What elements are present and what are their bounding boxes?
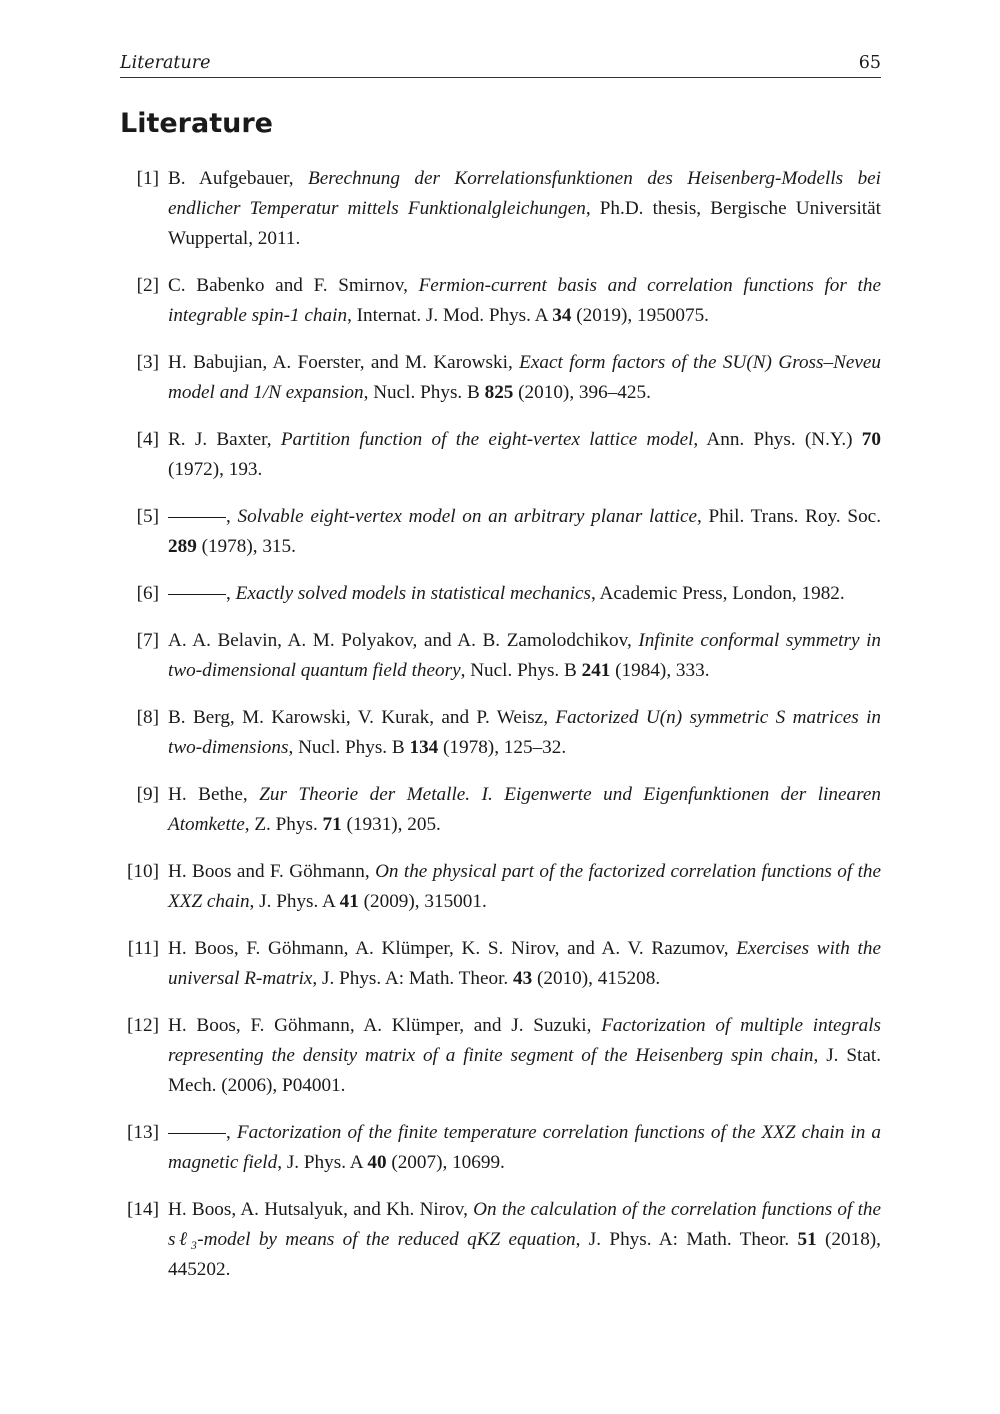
header-rule [120,77,881,78]
reference-number: [7] [136,630,159,651]
reference-separator: , [507,352,520,373]
reference-volume: 134 [409,737,439,758]
reference-title: On the physical part of the factorized correlation functions of the XXZ chain [168,861,882,912]
reference-authors: R. J. Baxter [168,429,267,450]
reference-list [120,164,881,1302]
reference-entry [120,703,881,763]
reference-number: [9] [136,784,159,805]
reference-year-pages: (2019), 1950075. [571,305,709,326]
reference-separator: , [288,168,308,189]
reference-number: [2] [136,275,159,296]
reference-entry [120,780,881,840]
reference-gap [159,425,168,485]
reference-authors: H. Boos and F. Göhmann [168,861,365,882]
reference-year-pages: (1978), 125–32. [438,737,567,758]
reference-volume: 289 [168,536,197,557]
reference-text [168,703,881,763]
reference-year-pages: (1978), 315. [196,536,296,557]
reference-venue: , J. Phys. A [277,1152,368,1173]
reference-title: Solvable eight-vertex model on an arbitrary planar lattice [237,506,698,527]
reference-volume: 241 [581,660,611,681]
reference-gap [159,348,168,408]
reference-text [168,271,881,331]
reference-authors: B. Berg, M. Karowski, V. Kurak, and P. Weisz [168,707,544,728]
reference-venue: , J. Stat. Mech. (2006), P04001. [168,1045,881,1096]
reference-title: On the calculation of the correlation functions of the sℓ₃-model by means of the reduced qKZ equation [168,1199,882,1250]
reference-gap [159,1118,168,1178]
reference-volume: 34 [552,305,572,326]
reference-volume: 51 [797,1229,817,1250]
reference-venue: , Phil. Trans. Roy. Soc. [697,506,881,527]
reference-title: Partition function of the eight-vertex lattice model [280,429,694,450]
reference-year-pages: (2009), 315001. [358,891,487,912]
reference-separator: , [403,275,419,296]
reference-venue: , Ann. Phys. (N.Y.) [693,429,862,450]
reference-year-pages: (2010), 396–425. [513,382,651,403]
reference-volume: 41 [339,891,359,912]
reference-separator: , [226,1122,237,1143]
reference-gap [159,1195,168,1285]
reference-number: [12] [127,1015,159,1036]
reference-text [168,502,881,562]
reference-text [168,579,881,609]
reference-separator: , [226,506,238,527]
reference-text [168,425,881,485]
reference-separator: , [226,583,236,604]
reference-venue: , Internat. J. Mod. Phys. A [347,305,553,326]
reference-entry [120,1011,881,1101]
reference-volume: 825 [484,382,514,403]
reference-authors: C. Babenko and F. Smirnov [168,275,404,296]
reference-number: [6] [136,583,159,604]
reference-number: [1] [136,168,159,189]
reference-number: [10] [127,861,159,882]
reference-year-pages: (2010), 415208. [532,968,661,989]
reference-volume: 71 [322,814,342,835]
reference-year-pages: (2007), 10699. [386,1152,505,1173]
reference-venue: , Academic Press, London, 1982. [591,583,845,604]
reference-entry [120,1118,881,1178]
reference-text [168,780,881,840]
reference-entry [120,857,881,917]
reference-gap [159,1011,168,1101]
reference-title: Factorized U(n) symmetric S matrices in two-dimensions [168,707,882,758]
reference-number: [5] [136,506,159,527]
reference-venue: , J. Phys. A [249,891,340,912]
reference-text [168,348,881,408]
reference-venue: , Nucl. Phys. B [288,737,410,758]
reference-venue: , Nucl. Phys. B [363,382,485,403]
reference-entry [120,425,881,485]
reference-gap [159,934,168,994]
reference-venue: , Nucl. Phys. B [460,660,582,681]
reference-text [168,1011,881,1101]
reference-text [168,934,881,994]
reference-title: Infinite conformal symmetry in two-dimensional quantum field theory [168,630,882,681]
reference-number: [13] [127,1122,159,1143]
reference-separator: , [543,707,556,728]
reference-gap [159,579,168,609]
reference-text [168,626,881,686]
same-author-dash [168,1133,226,1134]
reference-entry [120,1195,881,1285]
reference-volume: 40 [367,1152,387,1173]
reference-title: Factorization of multiple integrals representing the density matrix of a finite segment of the Heisenberg spin chain [168,1015,882,1066]
reference-text [168,857,881,917]
reference-entry [120,626,881,686]
reference-year-pages: (1931), 205. [341,814,441,835]
reference-number: [8] [136,707,159,728]
reference-authors: H. Boos, F. Göhmann, A. Klümper, and J. Suzuki [168,1015,587,1036]
reference-authors: H. Babujian, A. Foerster, and M. Karowski [168,352,508,373]
same-author-dash [168,517,226,518]
reference-separator: , [463,1199,474,1220]
reference-gap [159,271,168,331]
reference-number: [11] [127,938,159,959]
reference-entry [120,348,881,408]
reference-separator: , [626,630,639,651]
reference-authors: H. Boos, F. Göhmann, A. Klümper, K. S. Nirov, and A. V. Razumov [168,938,724,959]
reference-entry [120,579,881,609]
reference-title: Factorization of the finite temperature correlation functions of the XXZ chain in a magnetic field [168,1122,882,1173]
reference-gap [159,703,168,763]
reference-number: [14] [127,1199,159,1220]
reference-authors: A. A. Belavin, A. M. Polyakov, and A. B. Zamolodchikov [168,630,627,651]
reference-authors: H. Bethe [168,784,243,805]
reference-year-pages: (1984), 333. [610,660,710,681]
reference-authors: B. Aufgebauer [168,168,289,189]
reference-separator: , [586,1015,602,1036]
reference-separator: , [364,861,376,882]
running-header-title: Literature [120,53,211,73]
reference-year-pages: (2018), 445202. [168,1229,881,1280]
reference-venue: , J. Phys. A: Math. Theor. [312,968,514,989]
reference-separator: , [266,429,281,450]
reference-text [168,1195,881,1285]
reference-year-pages: (1972), 193. [168,459,263,480]
reference-volume: 43 [513,968,533,989]
reference-entry [120,271,881,331]
reference-gap [159,502,168,562]
reference-number: [3] [136,352,159,373]
reference-title: Zur Theorie der Metalle. I. Eigenwerte und Eigenfunktionen der linearen Atomkette [168,784,881,835]
reference-authors: H. Boos, A. Hutsalyuk, and Kh. Nirov [168,1199,464,1220]
section-title: Literature [120,108,273,139]
reference-title: Exactly solved models in statistical mechanics [235,583,592,604]
reference-title: Exact form factors of the SU(N) Gross–Neveu model and 1/N expansion [168,352,882,403]
reference-separator: , [723,938,737,959]
page-number: 65 [858,53,881,73]
reference-number: [4] [136,429,159,450]
reference-gap [159,164,168,254]
reference-title: Berechnung der Korrelationsfunktionen des Heisenberg-Modells bei endlicher Temperatur mittels Funktionalgleichungen [168,168,882,219]
reference-title: Fermion-current basis and correlation functions for the integrable spin-1 chain [168,275,882,326]
reference-text [168,1118,881,1178]
reference-gap [159,626,168,686]
reference-venue: , Ph.D. thesis, Bergische Universität Wuppertal, 2011. [168,198,881,249]
reference-gap [159,780,168,840]
reference-venue: , J. Phys. A: Math. Theor. [575,1229,798,1250]
reference-volume: 70 [861,429,881,450]
reference-entry [120,502,881,562]
reference-separator: , [242,784,260,805]
running-header [120,52,881,74]
same-author-dash [168,594,226,595]
reference-entry [120,164,881,254]
reference-title: Exercises with the universal R-matrix [168,938,881,989]
reference-text [168,164,881,254]
reference-venue: , Z. Phys. [244,814,323,835]
reference-gap [159,857,168,917]
reference-entry [120,934,881,994]
